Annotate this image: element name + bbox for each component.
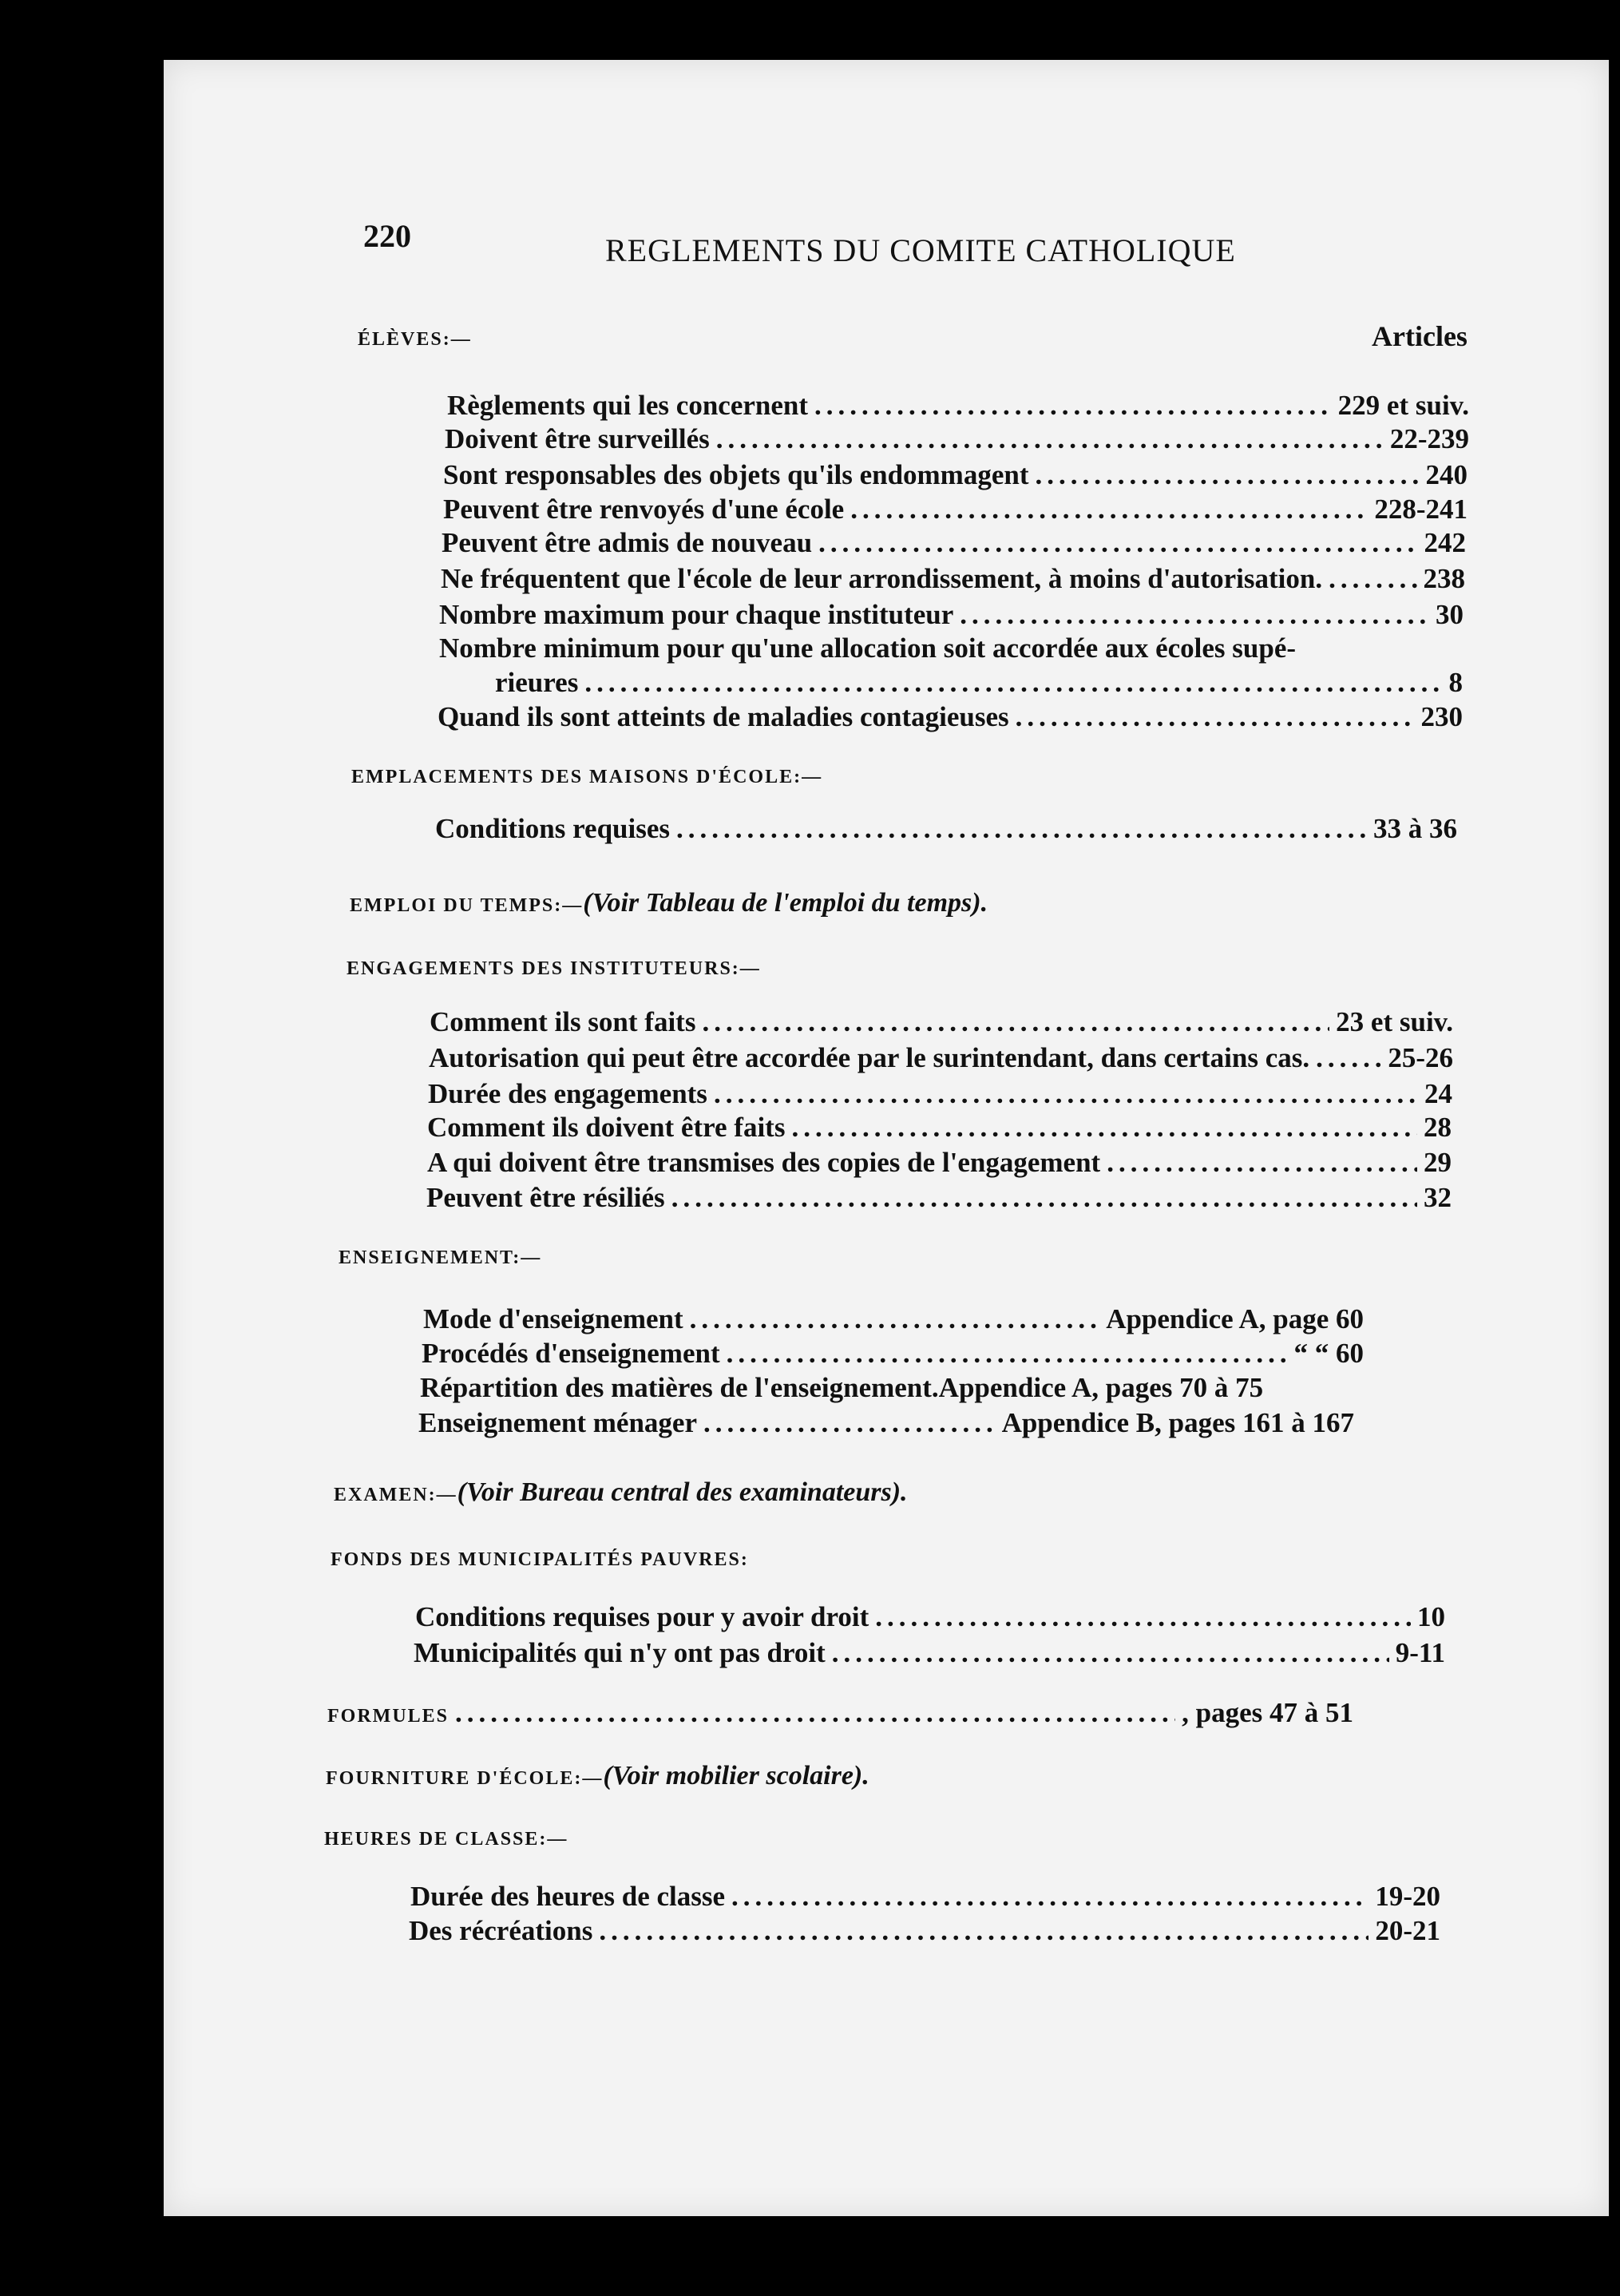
index-entry: Durée des heures de classe ..... 19-20: [410, 1881, 1440, 1913]
section-heading-fourniture: FOURNITURE D'ÉCOLE:—(Voir mobilier scolaire).: [326, 1761, 869, 1790]
index-entry: Procédés d'enseignement ..... “ “ 60: [422, 1338, 1364, 1370]
index-entry: Conditions requises ..... 33 à 36: [435, 813, 1457, 845]
see-also-note: (Voir Tableau de l'emploi du temps).: [583, 888, 988, 918]
section-heading-engagements: ENGAGEMENTS DES INSTITUTEURS:—: [347, 958, 761, 979]
index-entry: Mode d'enseignement ..... Appendice A, page 60: [423, 1303, 1364, 1335]
index-entry: Nombre maximum pour chaque instituteur ..... 30: [439, 599, 1464, 631]
index-entry: Autorisation qui peut être accordée par le surintendant, dans certains cas. ..... 25-26: [429, 1042, 1453, 1074]
index-entry: Comment ils sont faits ..... 23 et suiv.: [430, 1006, 1453, 1038]
see-also-note: (Voir Bureau central des examinateurs).: [457, 1477, 908, 1507]
running-title: REGLEMENTS DU COMITE CATHOLIQUE: [605, 232, 1236, 268]
section-heading-enseignement: ENSEIGNEMENT:—: [339, 1247, 542, 1268]
index-entry: Peuvent être admis de nouveau ..... 242: [442, 527, 1466, 559]
section-heading-fonds: FONDS DES MUNICIPALITÉS PAUVRES:: [331, 1549, 749, 1570]
index-entry: Comment ils doivent être faits ..... 28: [427, 1112, 1452, 1144]
articles-column-label: Articles: [1372, 320, 1468, 352]
index-entry-formules: FORMULES ..... , pages 47 à 51: [327, 1697, 1353, 1729]
index-entry: Doivent être surveillés ..... 22-239: [445, 423, 1469, 455]
index-entry: Conditions requises pour y avoir droit ..... 10: [415, 1601, 1445, 1633]
index-entry: Durée des engagements ..... 24: [428, 1078, 1452, 1110]
index-entry: Peuvent être résiliés ..... 32: [426, 1182, 1452, 1214]
index-entry: Enseignement ménager ..... Appendice B, pages 161 à 167: [418, 1407, 1354, 1439]
section-heading-eleves: ÉLÈVES:—: [358, 329, 472, 350]
section-heading-emploi: EMPLOI DU TEMPS:—(Voir Tableau de l'emploi du temps).: [350, 888, 988, 918]
index-entry: Ne fréquentent que l'école de leur arrondissement, à moins d'autorisation. ..... 238: [441, 563, 1465, 595]
index-entry-first-line: Nombre minimum pour qu'une allocation soit accordée aux écoles supé-: [439, 632, 1297, 664]
index-entry: rieures ..... 8: [495, 667, 1463, 699]
index-entry: Quand ils sont atteints de maladies contagieuses ..... 230: [438, 701, 1463, 733]
index-entry: Règlements qui les concernent ..... 229 et suiv.: [447, 390, 1469, 422]
index-entry: Des récréations ..... 20-21: [409, 1915, 1440, 1947]
index-entry: Peuvent être renvoyés d'une école ..... 228-241: [443, 494, 1468, 525]
see-also-note: (Voir mobilier scolaire).: [603, 1761, 869, 1790]
section-heading-emplacements: EMPLACEMENTS DES MAISONS D'ÉCOLE:—: [351, 767, 823, 787]
section-heading-examen: EXAMEN:—(Voir Bureau central des examinateurs).: [334, 1477, 908, 1507]
index-entry: Municipalités qui n'y ont pas droit ..... 9-11: [414, 1637, 1445, 1669]
section-heading-heures: HEURES DE CLASSE:—: [324, 1829, 568, 1850]
index-entry: Sont responsables des objets qu'ils endommagent ..... 240: [443, 459, 1468, 491]
page-number: 220: [363, 218, 411, 254]
index-entry: Répartition des matières de l'enseignement. Appendice A, pages 70 à 75: [420, 1372, 1264, 1403]
index-entry: A qui doivent être transmises des copies de l'engagement ..... 29: [427, 1147, 1452, 1179]
